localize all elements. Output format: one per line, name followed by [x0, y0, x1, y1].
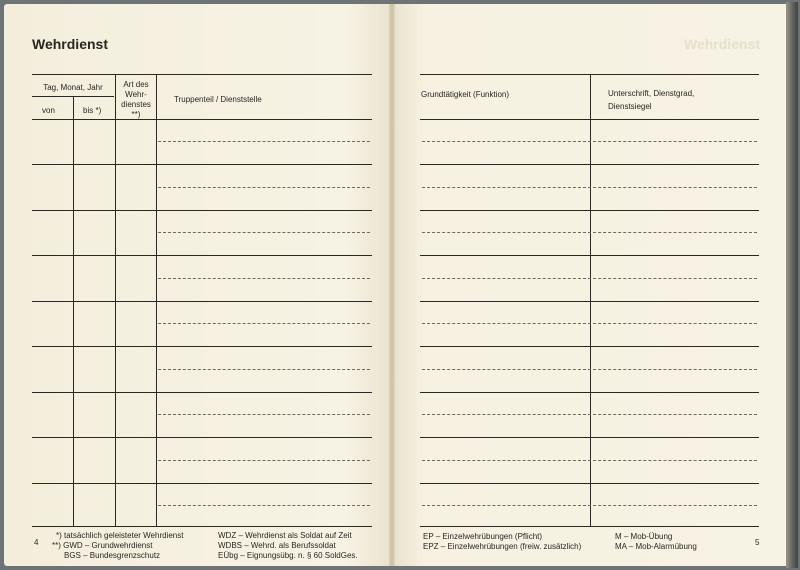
table-dashed-rule: [158, 505, 370, 506]
abbr-epz: EPZ – Einzelwehrübungen (freiw. zusätzlich): [423, 542, 582, 551]
abbr-m: M – Mob-Übung: [615, 532, 673, 541]
table-row-rule: [420, 164, 759, 165]
abbr-wdz: WDZ – Wehrdienst als Soldat auf Zeit: [218, 531, 352, 540]
table-dashed-rule: [158, 187, 370, 188]
footnote-actual-service: *) tatsächlich geleisteter Wehrdienst: [56, 531, 184, 540]
table-dashed-rule: [422, 505, 757, 506]
table-row-rule: [420, 210, 759, 211]
footnote-bgs: BGS – Bundesgrenzschutz: [64, 551, 161, 560]
table-row-rule: [32, 483, 372, 484]
header-unit: Truppenteil / Dienststelle: [174, 95, 262, 104]
table-dashed-rule: [422, 187, 757, 188]
table-dashed-rule: [422, 369, 757, 370]
header-from: von: [42, 106, 55, 115]
table-dashed-rule: [158, 460, 370, 461]
book-edge: [786, 2, 798, 568]
footnote-gwd: **) GWD – Grundwehrdienst: [52, 541, 153, 550]
table-row-rule: [420, 346, 759, 347]
table-row-rule: [420, 392, 759, 393]
page-number-left: 4: [34, 538, 39, 547]
table-dashed-rule: [158, 414, 370, 415]
header-service-type: Art des Wehr-dienstes **): [121, 80, 151, 119]
table-dashed-rule: [422, 141, 757, 142]
header-activity: Grundtätigkeit (Funktion): [421, 90, 510, 99]
table-dashed-rule: [422, 232, 757, 233]
table-row-rule: [420, 255, 759, 256]
table-header-rule: [32, 119, 372, 120]
table-dashed-rule: [422, 323, 757, 324]
table-row-rule: [32, 392, 372, 393]
table-column-rule: [115, 74, 116, 526]
abbr-ep: EP – Einzelwehrübungen (Pflicht): [423, 532, 543, 541]
table-column-rule: [73, 96, 74, 526]
table-dashed-rule: [158, 323, 370, 324]
table-dashed-rule: [422, 414, 757, 415]
table-row-rule: [32, 255, 372, 256]
table-column-rule: [156, 74, 157, 526]
table-dashed-rule: [422, 278, 757, 279]
table-row-rule: [32, 301, 372, 302]
table-dashed-rule: [158, 141, 370, 142]
header-signature: Unterschrift, Dienstgrad, Dienstsiegel: [608, 89, 695, 111]
table-dashed-rule: [158, 232, 370, 233]
table-row-rule: [420, 483, 759, 484]
table-row-rule: [32, 437, 372, 438]
table-top-rule: [32, 74, 372, 75]
table-bottom-rule: [420, 526, 759, 527]
table-dashed-rule: [158, 278, 370, 279]
show-through-title: Wehrdienst: [684, 36, 760, 52]
table-row-rule: [420, 301, 759, 302]
page-title: Wehrdienst: [32, 36, 108, 52]
table-row-rule: [420, 437, 759, 438]
page-number-right: 5: [755, 538, 760, 547]
header-to: bis *): [83, 106, 102, 115]
abbr-wdbs: WDBS – Wehrd. als Berufssoldat: [218, 541, 336, 550]
book-spine: [389, 4, 395, 566]
table-row-rule: [32, 164, 372, 165]
table-bottom-rule: [32, 526, 372, 527]
table-dashed-rule: [422, 460, 757, 461]
table-row-rule: [32, 346, 372, 347]
abbr-ma: MA – Mob-Alarmübung: [615, 542, 697, 551]
table-row-rule: [32, 210, 372, 211]
header-date-group: Tag, Monat, Jahr: [43, 83, 103, 92]
abbr-eubg: EÜbg – Eignungsübg. n. § 60 SoldGes.: [218, 551, 358, 560]
table-dashed-rule: [158, 369, 370, 370]
